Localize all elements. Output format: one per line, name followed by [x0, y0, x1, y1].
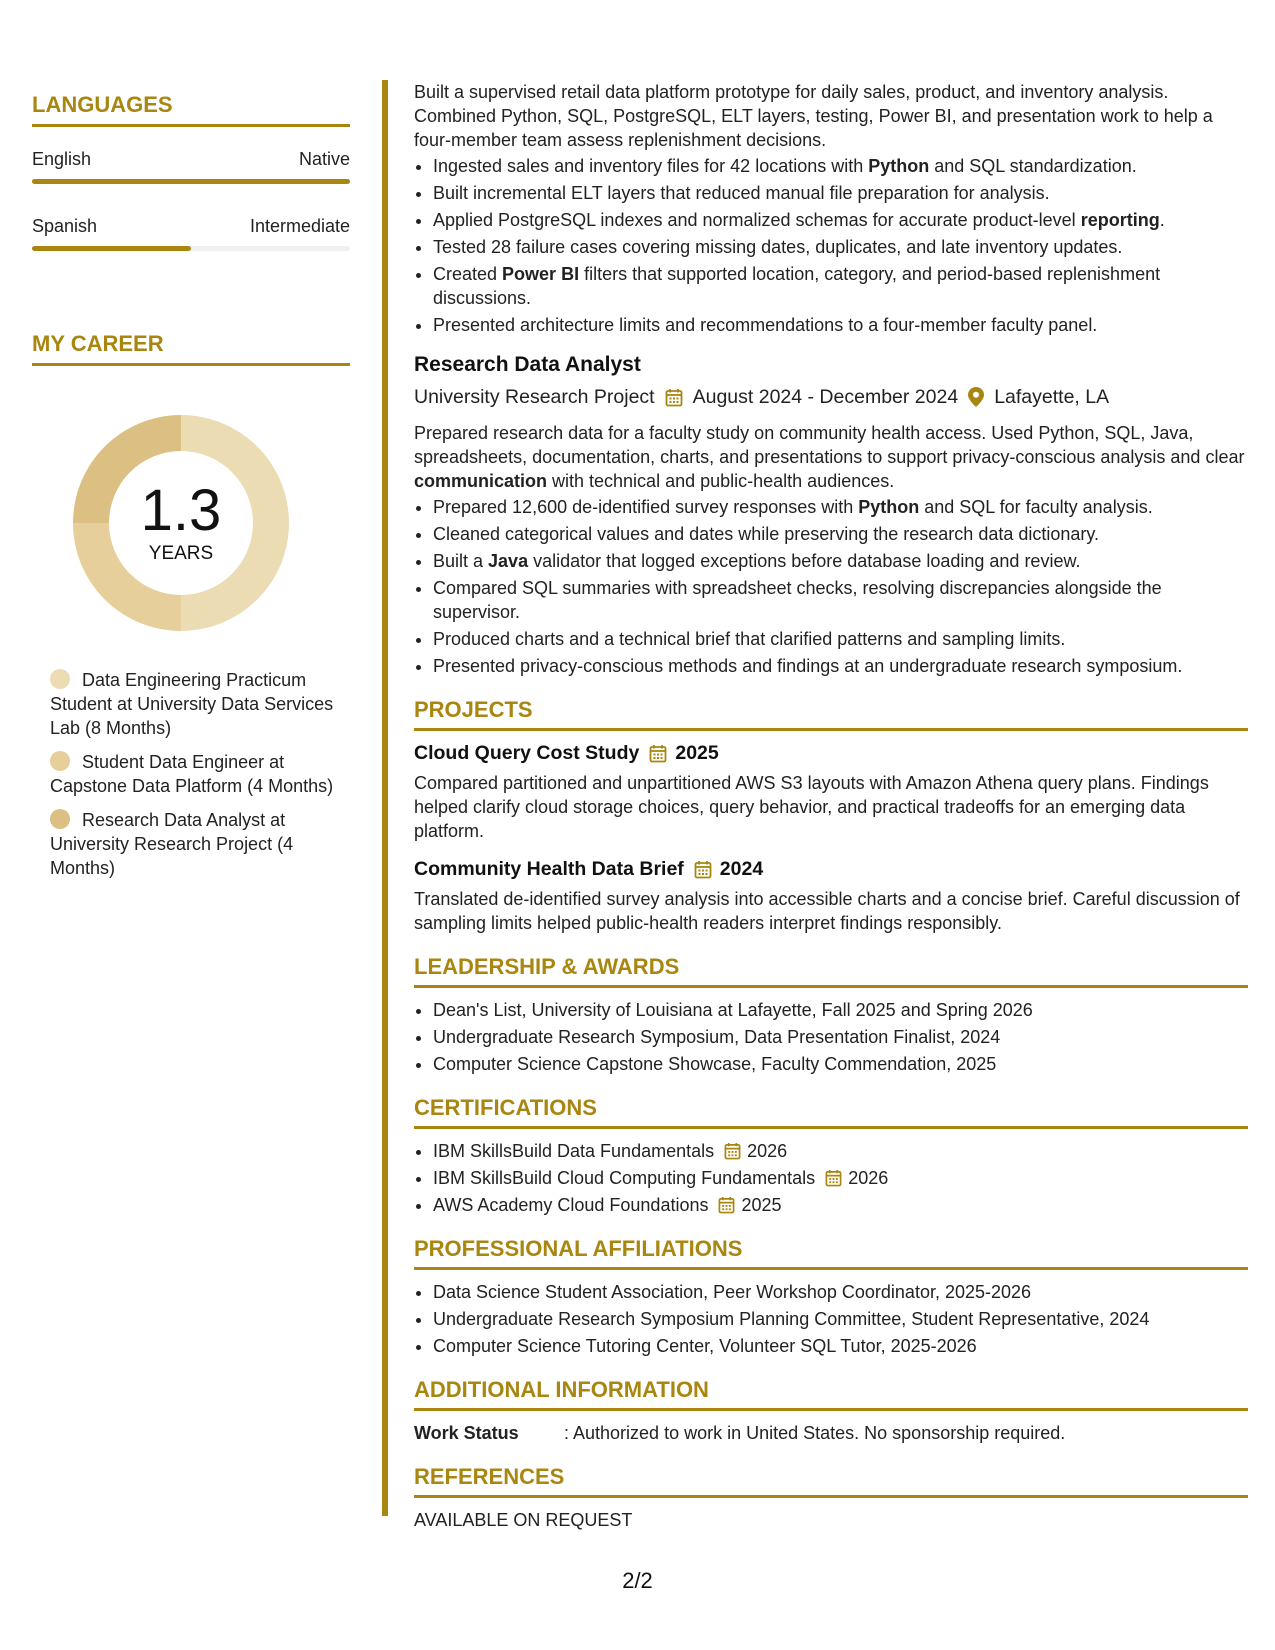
- calendar-icon: [825, 1169, 842, 1187]
- awards-list: [414, 998, 1248, 1076]
- career-legend-item: [50, 750, 350, 798]
- career-legend-label: Data Engineering Practicum Student at University Data Services Lab (8 Months): [50, 670, 334, 738]
- calendar-icon: [718, 1196, 735, 1214]
- calendar-icon: [649, 744, 667, 763]
- job-bullets: [414, 495, 1248, 678]
- career-legend-item: [50, 808, 350, 880]
- certification-year: 2026: [747, 1141, 788, 1161]
- certifications-list: [414, 1139, 1248, 1217]
- bullet-item: • Produced charts and a technical brief that clarified patterns and sampling limits.: [433, 627, 1248, 651]
- references-heading: REFERENCES: [414, 1465, 1248, 1498]
- affiliation-item: • Data Science Student Association, Peer Workshop Coordinator, 2025-2026: [433, 1280, 1248, 1304]
- project-year: 2025: [675, 742, 719, 764]
- language-level: Native: [298, 149, 350, 169]
- career-donut-chart: [66, 408, 296, 638]
- legend-dot: [50, 669, 70, 689]
- bullet-item: • Created Power BI filters that supported location, category, and period-based replenishment discussions.: [433, 262, 1248, 310]
- projects-heading: PROJECTS: [414, 698, 1248, 731]
- bullet-item: • Presented architecture limits and recommendations to a four-member faculty panel.: [433, 313, 1248, 337]
- language-bar: [32, 246, 350, 251]
- project-description: Compared partitioned and unpartitioned AWS S3 layouts with Amazon Athena query plans. Findings helped clarify cloud storage choices, query behavior, and practical tradeoffs for an emerging data platform.: [414, 773, 1209, 841]
- certification-year: 2026: [848, 1168, 889, 1188]
- certification-name: • IBM SkillsBuild Cloud Computing Fundamentals: [433, 1168, 816, 1188]
- bullet-item: • Presented privacy-conscious methods and findings at an undergraduate research symposium.: [433, 654, 1248, 678]
- projects-section: [414, 698, 1248, 935]
- legend-dot: [50, 751, 70, 771]
- work-status-row: [414, 1421, 1248, 1445]
- certification-item: [433, 1166, 1248, 1190]
- work-status-label: Work Status: [414, 1423, 519, 1443]
- certification-name: • AWS Academy Cloud Foundations: [433, 1195, 709, 1215]
- career-total: 1.3: [140, 478, 222, 543]
- affiliation-item: • Computer Science Tutoring Center, Volunteer SQL Tutor, 2025-2026: [433, 1334, 1248, 1358]
- bullet-item: • Ingested sales and inventory files for 42 locations with Python and SQL standardization.: [433, 154, 1248, 178]
- right-column: [414, 80, 1248, 1532]
- job-meta: [414, 385, 1248, 409]
- job-description: Prepared research data for a faculty study on community health access. Used Python, SQL, Java, spreadsheets, documentation, charts, and presentations to support privacy-conscious analysis and clear communication with technical and public-health audiences.: [414, 423, 1245, 491]
- job-dates: August 2024 - December 2024: [692, 386, 959, 408]
- affiliations-section: [414, 1237, 1248, 1358]
- language-bar: [32, 179, 350, 184]
- award-item: • Undergraduate Research Symposium, Data Presentation Finalist, 2024: [433, 1025, 1248, 1049]
- certifications-heading: CERTIFICATIONS: [414, 1096, 1248, 1129]
- bullet-item: • Applied PostgreSQL indexes and normalized schemas for accurate product-level reporting.: [433, 208, 1248, 232]
- project-name: Community Health Data Brief: [414, 858, 684, 880]
- career-heading: MY CAREER: [32, 331, 350, 366]
- bullet-item: • Built incremental ELT layers that reduced manual file preparation for analysis.: [433, 181, 1248, 205]
- additional-section: [414, 1378, 1248, 1445]
- calendar-icon: [724, 1142, 741, 1160]
- language-bar-fill: [32, 246, 191, 251]
- legend-dot: [50, 809, 70, 829]
- affiliations-heading: PROFESSIONAL AFFILIATIONS: [414, 1237, 1248, 1270]
- certifications-section: [414, 1096, 1248, 1217]
- job-location: Lafayette, LA: [994, 386, 1110, 408]
- calendar-icon: [694, 860, 712, 879]
- language-level: Intermediate: [249, 216, 350, 236]
- bullet-item: • Built a Java validator that logged exceptions before database loading and review.: [433, 549, 1248, 573]
- project-bullets: [414, 154, 1248, 337]
- left-column: [32, 92, 350, 890]
- certification-name: • IBM SkillsBuild Data Fundamentals: [433, 1141, 715, 1161]
- certification-year: 2025: [741, 1195, 782, 1215]
- award-item: • Dean's List, University of Louisiana at Lafayette, Fall 2025 and Spring 2026: [433, 998, 1248, 1022]
- project-year: 2024: [719, 858, 764, 880]
- page-number: 2/2: [622, 1568, 653, 1593]
- project-name: Cloud Query Cost Study: [414, 742, 640, 764]
- career-legend-label: Student Data Engineer at Capstone Data Platform (4 Months): [50, 752, 334, 796]
- project-header: [414, 857, 1248, 881]
- references-section: [414, 1465, 1248, 1532]
- language-name: Spanish: [32, 216, 98, 236]
- language-item: [32, 149, 350, 184]
- column-divider: [382, 80, 388, 1516]
- work-status-value: : Authorized to work in United States. No sponsorship required.: [564, 1423, 1066, 1443]
- language-bar-fill: [32, 179, 350, 184]
- additional-heading: ADDITIONAL INFORMATION: [414, 1378, 1248, 1411]
- project-summary: Built a supervised retail data platform prototype for daily sales, product, and inventory analysis. Combined Python, SQL, PostgreSQL, ELT layers, testing, Power BI, and presentation work to help a four-member team assess replenishment decisions.: [414, 82, 1213, 150]
- career-legend-label: Research Data Analyst at University Research Project (4 Months): [50, 810, 294, 878]
- awards-heading: LEADERSHIP & AWARDS: [414, 955, 1248, 988]
- career-unit: YEARS: [148, 543, 214, 564]
- language-name: English: [32, 149, 92, 169]
- bullet-item: • Tested 28 failure cases covering missing dates, duplicates, and late inventory updates.: [433, 235, 1248, 259]
- language-item: [32, 216, 350, 251]
- certification-item: [433, 1193, 1248, 1217]
- job-org: University Research Project: [414, 386, 655, 408]
- project-header: [414, 741, 1248, 765]
- job-title: Research Data Analyst: [414, 353, 641, 376]
- bullet-item: • Cleaned categorical values and dates while preserving the research data dictionary.: [433, 522, 1248, 546]
- affiliation-item: • Undergraduate Research Symposium Planning Committee, Student Representative, 2024: [433, 1307, 1248, 1331]
- career-legend-item: [50, 668, 350, 740]
- languages-heading: LANGUAGES: [32, 92, 350, 127]
- certification-item: [433, 1139, 1248, 1163]
- affiliations-list: [414, 1280, 1248, 1358]
- career-legend: [32, 668, 350, 880]
- map-pin-icon: [968, 387, 984, 407]
- bullet-item: • Prepared 12,600 de-identified survey responses with Python and SQL for faculty analysis.: [433, 495, 1248, 519]
- award-item: • Computer Science Capstone Showcase, Faculty Commendation, 2025: [433, 1052, 1248, 1076]
- bullet-item: • Compared SQL summaries with spreadsheet checks, resolving discrepancies alongside the supervisor.: [433, 576, 1248, 624]
- project-description: Translated de-identified survey analysis into accessible charts and a concise brief. Careful discussion of sampling limits helped public-health readers interpret findings responsibly.: [414, 889, 1240, 933]
- awards-section: [414, 955, 1248, 1076]
- calendar-icon: [665, 388, 683, 407]
- references-text: AVAILABLE ON REQUEST: [414, 1510, 633, 1530]
